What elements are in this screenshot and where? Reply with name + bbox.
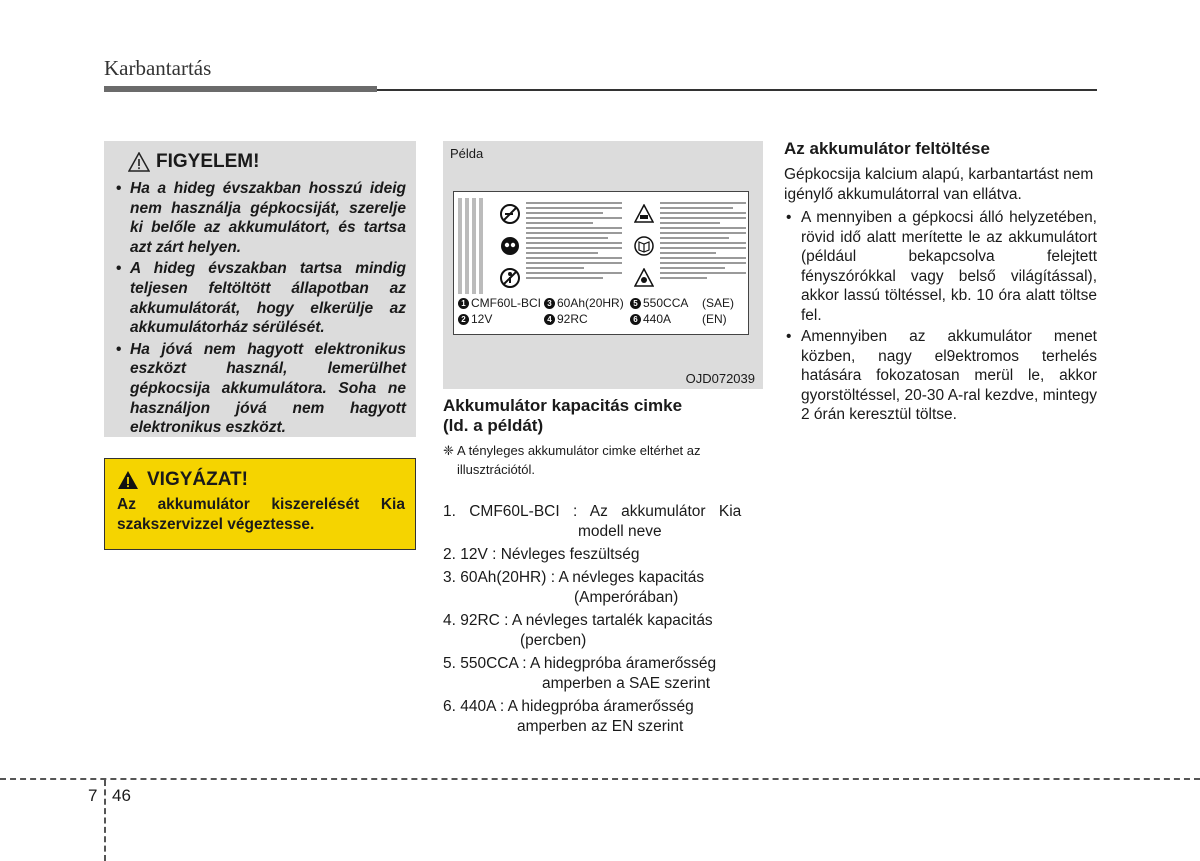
spec-standard: (SAE) <box>702 296 735 310</box>
warning-triangle-icon <box>128 152 150 172</box>
eye-protection-icon <box>500 236 520 256</box>
warning-title: FIGYELEM! <box>156 151 260 172</box>
spec-item <box>630 312 702 326</box>
warning-heading <box>128 151 406 173</box>
spec-item <box>544 312 630 326</box>
spec-row-2 <box>458 312 727 326</box>
spec-value: 440A <box>643 312 672 326</box>
legend-lead: 3. 60Ah(20HR) : A névleges kapacitás <box>443 569 705 586</box>
illustration-note <box>443 441 759 479</box>
charging-section <box>784 139 1097 427</box>
spec-value: 550CCA <box>643 296 689 310</box>
number-badge-icon: 3 <box>544 298 555 309</box>
legend-item <box>443 568 759 608</box>
chapter-number: 7 <box>88 786 98 805</box>
legend-cont: modell neve <box>578 523 662 540</box>
note-mark-icon: ❈ <box>443 443 454 458</box>
spec-item <box>458 312 544 326</box>
page-number: 46 <box>112 786 131 805</box>
number-badge-icon: 5 <box>630 298 641 309</box>
legend-cont: amperben az EN szerint <box>517 718 684 735</box>
spec-item <box>544 296 630 310</box>
legend-lead: 1. CMF60L-BCI : Az akkumulátor Kia <box>443 503 742 520</box>
header-rule-thin <box>377 89 1097 91</box>
battery-label-card <box>453 191 749 335</box>
fine-print-block <box>660 202 746 282</box>
number-badge-icon: 6 <box>630 314 641 325</box>
legend-lead: 4. 92RC : A névleges tartalék kapacitás <box>443 612 713 629</box>
section-heading-capacity-label <box>443 396 763 436</box>
warning-list <box>116 179 406 438</box>
example-label: Példa <box>450 146 484 161</box>
charging-item: • A mennyiben a gépkocsi álló helyzetében, rövid idő alatt merítette le az akkumulátort (például bekapcsolva felejtett fényszórókkal vagy belső világítással), akkor lassú töltéssel, kb. 10 óra alatt töltse fel. <box>784 208 1097 325</box>
spec-item <box>458 296 544 310</box>
spec-standard: (EN) <box>702 312 727 326</box>
warning-item: • A hideg évszakban tartsa mindig teljesen feltöltött állapotban az akkumulátorát, hogy elkerülje az akkumulátorház sérülését. <box>116 259 406 337</box>
fine-print-block <box>526 202 622 282</box>
caution-text: Az akkumulátor kiszerelését Kia szakszervizzel végeztesse. <box>117 496 405 533</box>
legend-item <box>443 654 759 694</box>
legend-item <box>443 697 759 737</box>
legend-cont: amperben a SAE szerint <box>542 675 711 692</box>
number-badge-icon: 4 <box>544 314 555 325</box>
caution-side-text-graphic <box>456 196 492 296</box>
heading-line: Akkumulátor kapacitás cimke <box>443 396 683 415</box>
charging-list <box>784 208 1097 425</box>
legend-item <box>443 502 759 542</box>
spec-value: 60Ah(20HR) <box>557 296 624 310</box>
note-text: A tényleges akkumulátor cimke eltérhet az illusztrációtól. <box>457 443 701 477</box>
keep-away-children-icon <box>500 268 520 288</box>
legend-cont: (Amperórában) <box>574 589 679 606</box>
legend-list <box>443 502 759 737</box>
figure-code: OJD072039 <box>685 371 755 386</box>
explosive-icon <box>634 268 654 288</box>
spec-row-1 <box>458 296 734 310</box>
footer-dashed-rule <box>0 778 1200 780</box>
legend-item <box>443 545 759 565</box>
corrosive-acid-icon <box>634 204 654 224</box>
legend-item <box>443 611 759 651</box>
spec-item <box>630 296 702 310</box>
legend-lead: 2. 12V : Névleges feszültség <box>443 546 640 563</box>
charging-intro: Gépkocsija kalcium alapú, karbantartást nem igénylő akkumulátorral van ellátva. <box>784 166 1094 203</box>
header-rule-thick <box>104 86 377 92</box>
spec-value: 92RC <box>557 312 588 326</box>
number-badge-icon: 1 <box>458 298 469 309</box>
no-smoking-icon <box>500 204 520 224</box>
read-manual-icon <box>634 236 654 256</box>
charging-item: • Amennyiben az akkumulátor menet közben, nagy el9ektromos terhelés hatására fokozatosan merül le, akkor gyorstöltéssel, 20-30 A-ral kezdve, mintegy 2 órán keresztül töltse. <box>784 327 1097 425</box>
section-heading-charging: Az akkumulátor feltöltése <box>784 139 990 158</box>
legend-cont: (percben) <box>520 632 587 649</box>
number-badge-icon: 2 <box>458 314 469 325</box>
legend-lead: 5. 550CCA : A hidegpróba áramerősség <box>443 655 717 672</box>
warning-item: • Ha a hideg évszakban hosszú ideig nem használja gépkocsiját, szerelje ki belőle az akkumulátort, és tartsa azt zárt helyen. <box>116 179 406 257</box>
footer-dashed-divider <box>104 780 106 861</box>
example-figure <box>443 141 763 389</box>
legend-lead: 6. 440A : A hidegpróba áramerősség <box>443 698 694 715</box>
spec-value: CMF60L-BCI <box>471 296 542 310</box>
warning-box <box>104 141 416 437</box>
page-header-title: Karbantartás <box>104 56 212 80</box>
caution-heading <box>117 469 405 491</box>
heading-line: (ld. a példát) <box>443 416 544 435</box>
warning-item: • Ha jóvá nem hagyott elektronikus eszközt használ, lemerülhet gépkocsija akkumulátora. Soha ne használjon jóvá nem hagyott elektronikus eszközt. <box>116 340 406 438</box>
caution-box <box>104 458 416 550</box>
spec-value: 12V <box>471 312 493 326</box>
caution-title: VIGYÁZAT! <box>147 469 248 490</box>
caution-triangle-icon <box>117 470 139 490</box>
